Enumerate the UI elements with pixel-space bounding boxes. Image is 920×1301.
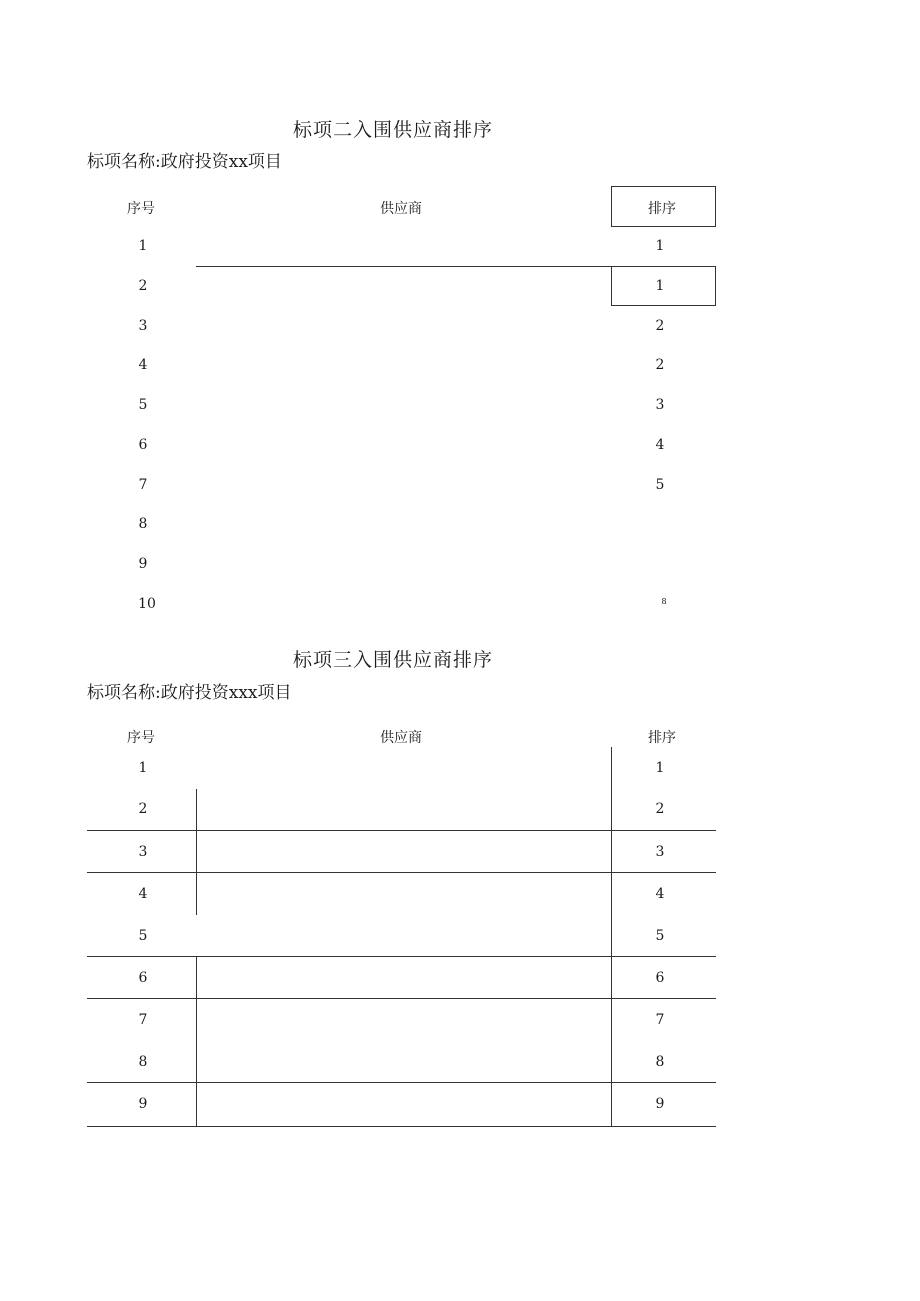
section3-rank-cell: 7: [655, 1012, 665, 1028]
section3-row-divider: [87, 830, 716, 831]
section3-rank-cell: 5: [655, 928, 665, 944]
section3-seq-cell: 2: [138, 801, 148, 817]
section2-seq-cell: 10: [138, 596, 156, 612]
section3-title: 标项三入围供应商排序: [293, 649, 494, 671]
section3-seq-cell: 6: [138, 970, 148, 986]
section2-seq-cell: 2: [138, 278, 148, 294]
section3-seq-cell: 9: [138, 1096, 148, 1112]
section3-rank-cell: 2: [655, 801, 665, 817]
section2-rank-cell: 1: [655, 278, 665, 294]
section3-rank-cell: 3: [655, 844, 665, 860]
section3-seq-cell: 4: [138, 886, 148, 902]
section3-supplier-column-line: [196, 957, 197, 1127]
section2-seq-cell: 6: [138, 437, 148, 453]
section2-rank-cell: 2: [655, 357, 665, 373]
section3-row-divider: [87, 872, 716, 873]
section2-rank-cell: 3: [655, 397, 665, 413]
section3-row-divider: [87, 1082, 716, 1083]
section2-header-seq: 序号: [127, 201, 155, 217]
section2-rank-cell: 5: [655, 477, 665, 493]
section3-seq-cell: 3: [138, 844, 148, 860]
section2-row-divider: [196, 266, 612, 267]
section2-title: 标项二入围供应商排序: [293, 119, 494, 141]
section3-subtitle: 标项名称:政府投资xxx项目: [87, 683, 292, 703]
section2-rank-cell: 4: [655, 437, 665, 453]
section2-seq-cell: 5: [138, 397, 148, 413]
section3-seq-cell: 8: [138, 1054, 148, 1070]
section3-header-supplier: 供应商: [380, 730, 422, 746]
section2-rank-cell: 1: [655, 238, 665, 254]
section2-seq-cell: 4: [138, 357, 148, 373]
section3-rank-cell: 1: [655, 760, 665, 776]
section2-seq-cell: 7: [138, 477, 148, 493]
section2-seq-cell: 1: [138, 238, 148, 254]
section3-seq-cell: 7: [138, 1012, 148, 1028]
section2-subtitle: 标项名称:政府投资xx项目: [87, 152, 282, 172]
section3-row-divider: [87, 998, 716, 999]
section2-seq-cell: 9: [138, 556, 148, 572]
section3-rank-cell: 8: [655, 1054, 665, 1070]
section3-seq-cell: 1: [138, 760, 148, 776]
section2-header-rank: 排序: [648, 201, 676, 217]
section3-seq-cell: 5: [138, 928, 148, 944]
section3-rank-column-line: [611, 747, 612, 1127]
section3-header-rank: 排序: [648, 730, 676, 746]
section3-rank-cell: 6: [655, 970, 665, 986]
section3-rank-cell: 4: [655, 886, 665, 902]
section2-rank-cell: 2: [655, 318, 665, 334]
section2-seq-cell: 3: [138, 318, 148, 334]
section3-rank-cell: 9: [655, 1096, 665, 1112]
section3-supplier-column-line: [196, 789, 197, 915]
section2-rank-cell: 8: [661, 597, 667, 606]
section3-header-seq: 序号: [127, 730, 155, 746]
section3-row-divider: [87, 956, 716, 957]
section2-seq-cell: 8: [138, 516, 148, 532]
section2-header-supplier: 供应商: [380, 201, 422, 217]
section3-row-divider: [87, 1126, 716, 1127]
